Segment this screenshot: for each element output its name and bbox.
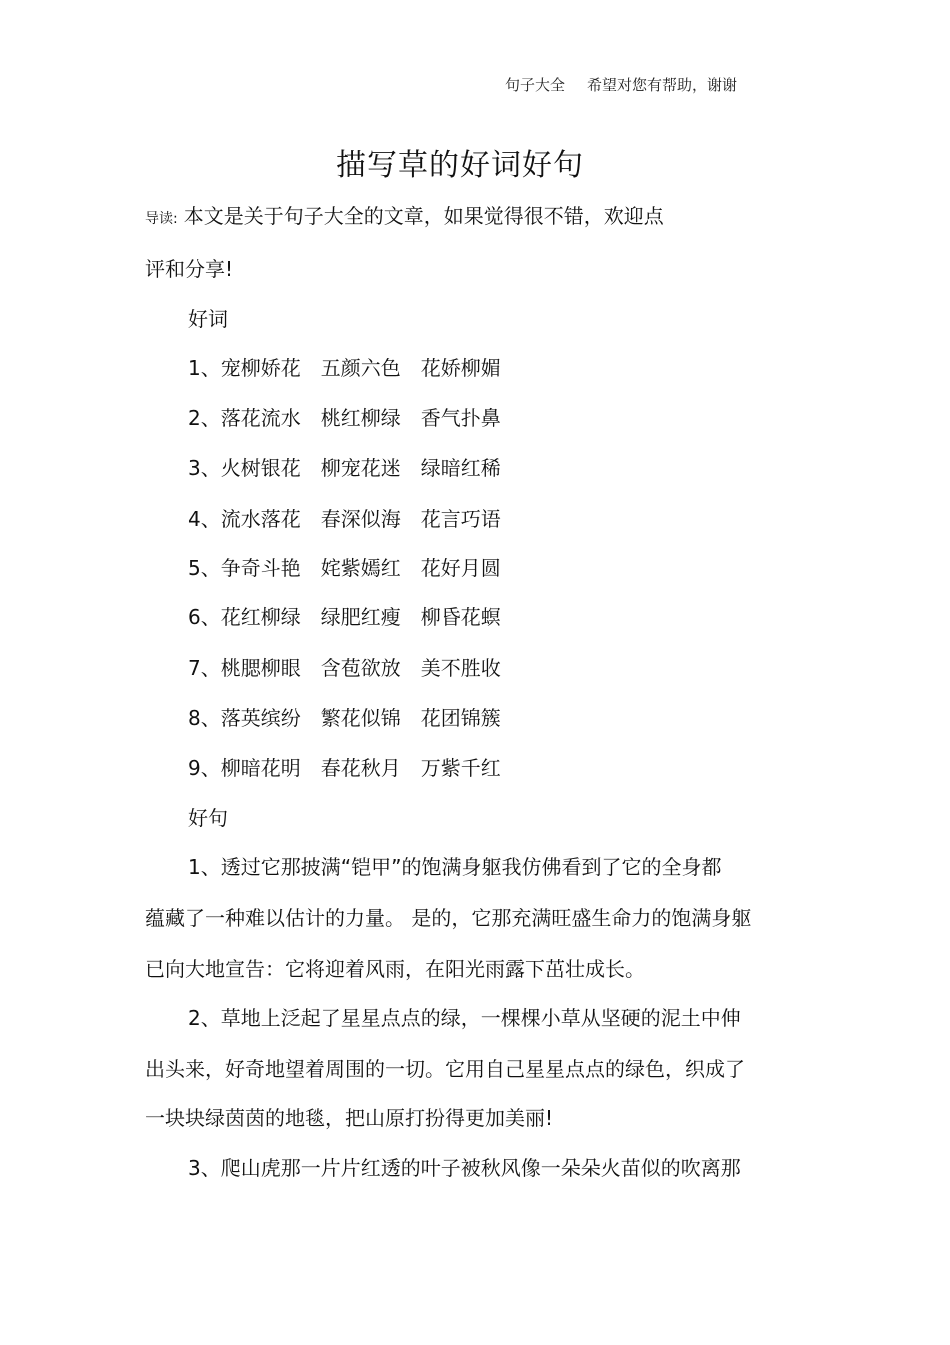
intro-label: 导读: xyxy=(145,211,178,227)
word-item: 绿暗红稀 xyxy=(420,456,501,480)
sentence-line: 1、透过它那披满“铠甲”的饱满身躯我仿佛看到了它的全身都 xyxy=(188,855,722,879)
word-row xyxy=(188,658,521,678)
header-left-text: 句子大全 xyxy=(505,76,566,94)
word-item: 春花秋月 xyxy=(320,756,401,780)
word-item: 花好月圆 xyxy=(420,556,501,580)
sentences-heading: 好句 xyxy=(188,806,228,830)
word-item: 五颜六色 xyxy=(320,356,401,380)
word-item: 含苞欲放 xyxy=(320,656,401,680)
word-item: 柳宠花迷 xyxy=(320,456,401,480)
word-item: 宠柳娇花 xyxy=(220,356,301,380)
word-row xyxy=(188,708,521,728)
word-item: 花红柳绿 xyxy=(220,605,301,629)
document-title: 描写草的好词好句 xyxy=(336,148,584,183)
word-row-number: 9、 xyxy=(188,756,221,780)
word-row-number: 5、 xyxy=(188,556,221,580)
page-header xyxy=(505,74,737,95)
intro-text-1: 本文是关于句子大全的文章，如果觉得很不错，欢迎点 xyxy=(183,204,664,228)
sentence-line: 已向大地宣告：它将迎着风雨，在阳光雨露下茁壮成长。 xyxy=(145,957,645,981)
sentence-line: 3、爬山虎那一片片红透的叶子被秋风像一朵朵火苗似的吹离那 xyxy=(188,1156,741,1180)
word-item: 繁花似锦 xyxy=(320,706,401,730)
word-item: 争奇斗艳 xyxy=(220,556,301,580)
header-right-text: 希望对您有帮助，谢谢 xyxy=(587,76,738,94)
word-row xyxy=(188,458,521,478)
word-item: 落花流水 xyxy=(220,406,301,430)
word-row xyxy=(188,358,521,378)
word-item: 春深似海 xyxy=(320,507,401,531)
sentence-line: 一块块绿茵茵的地毯，把山原打扮得更加美丽! xyxy=(145,1106,554,1130)
word-row-number: 3、 xyxy=(188,456,221,480)
word-row-number: 7、 xyxy=(188,656,221,680)
word-item: 火树银花 xyxy=(220,456,301,480)
word-item: 桃腮柳眼 xyxy=(220,656,301,680)
words-heading: 好词 xyxy=(188,307,228,331)
word-row xyxy=(188,607,521,627)
word-row-number: 1、 xyxy=(188,356,221,380)
word-item: 绿肥红瘦 xyxy=(320,605,401,629)
word-row xyxy=(188,509,521,529)
intro-line-2: 评和分享! xyxy=(145,257,234,281)
word-row-number: 6、 xyxy=(188,605,221,629)
word-item: 万紫千红 xyxy=(420,756,501,780)
word-item: 姹紫嫣红 xyxy=(320,556,401,580)
word-item: 花言巧语 xyxy=(420,507,501,531)
word-item: 花娇柳媚 xyxy=(420,356,501,380)
word-row xyxy=(188,758,521,778)
word-row xyxy=(188,558,521,578)
word-item: 花团锦簇 xyxy=(420,706,501,730)
word-row-number: 8、 xyxy=(188,706,221,730)
intro-line-1 xyxy=(145,206,664,226)
word-item: 香气扑鼻 xyxy=(420,406,501,430)
sentence-line: 出头来，好奇地望着周围的一切。它用自己星星点点的绿色，织成了 xyxy=(145,1057,745,1081)
word-item: 桃红柳绿 xyxy=(320,406,401,430)
word-row-number: 4、 xyxy=(188,507,221,531)
word-row xyxy=(188,408,521,428)
word-item: 落英缤纷 xyxy=(220,706,301,730)
word-item: 柳昏花螟 xyxy=(420,605,501,629)
word-row-number: 2、 xyxy=(188,406,221,430)
word-item: 美不胜收 xyxy=(420,656,501,680)
word-item: 流水落花 xyxy=(220,507,301,531)
sentence-line: 2、草地上泛起了星星点点的绿，一棵棵小草从坚硬的泥土中伸 xyxy=(188,1006,741,1030)
sentence-line: 蕴藏了一种难以估计的力量。 是的，它那充满旺盛生命力的饱满身躯 xyxy=(145,906,752,930)
word-item: 柳暗花明 xyxy=(220,756,301,780)
